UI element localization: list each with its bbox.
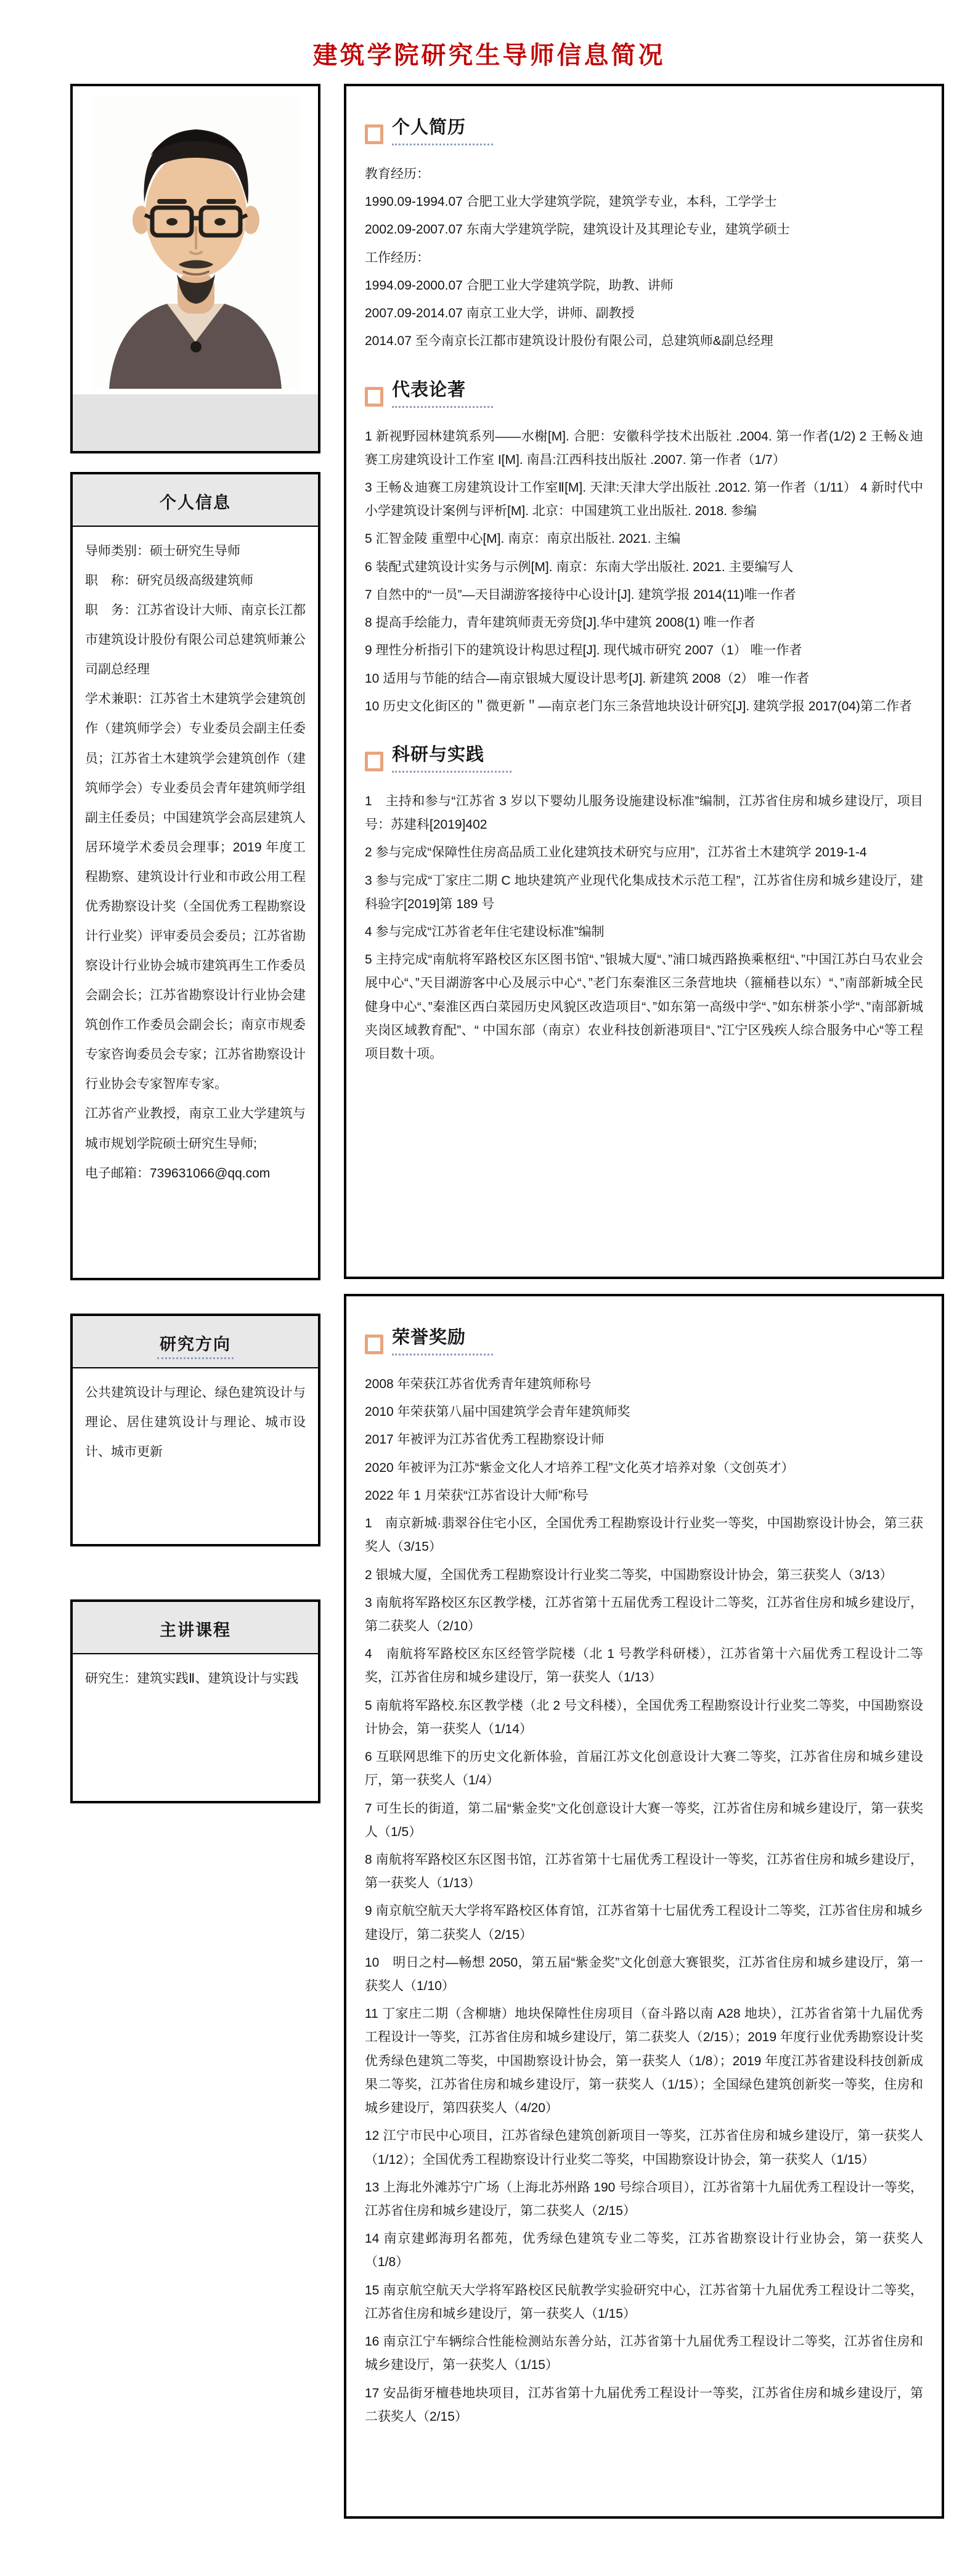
- research-direction-box: [70, 1314, 320, 1546]
- research-practice-item: 4 参与完成“江苏省老年住宅建设标准”编制: [365, 925, 605, 940]
- research-practice-section-title: 科研与实践: [392, 741, 511, 773]
- portrait-photo: [92, 97, 300, 389]
- personal-info-title: 个人信息: [160, 494, 231, 512]
- publication-item: 6 装配式建筑设计实务与示例[M]. 南京：东南大学出版社. 2021. 主要编写人: [365, 559, 794, 574]
- honor-item: 2022 年 1 月荣获“江苏省设计大师”称号: [365, 1488, 589, 1503]
- orange-square-icon: [365, 124, 383, 144]
- honors-box: [344, 1294, 944, 2519]
- honor-item: 15 南京航空航天大学将军路校区民航教学实验研究中心，江苏省第十九届优秀工程设计二等奖，江苏省住房和城乡建设厅，第一获奖人（1/15）: [365, 2283, 923, 2321]
- personal-info-body: [73, 527, 318, 1201]
- left-column: [70, 84, 320, 1803]
- photo-caption-strip: [73, 394, 318, 451]
- honor-item: 2010 年荣获第八届中国建筑学会青年建筑师奖: [365, 1405, 630, 1420]
- honor-item: 7 可生长的街道，第二届“紫金奖”文化创意设计大赛一等奖，江苏省住房和城乡建设厅，第一获奖人（1/5）: [365, 1801, 923, 1839]
- research-practice-item: 3 参与完成“丁家庄二期 C 地块建筑产业现代化集成技术示范工程”，江苏省住房和城乡建设厅，建科验字[2019]第 189 号: [365, 873, 923, 911]
- publication-item: 5 汇智金陵 重塑中心[M]. 南京：南京出版社. 2021. 主编: [365, 532, 681, 546]
- courses-box: [70, 1599, 320, 1803]
- orange-square-icon: [365, 752, 383, 771]
- honor-item: 8 南航将军路校区东区图书馆，江苏省第十七届优秀工程设计一等奖，江苏省住房和城乡建设厅，第一获奖人（1/13）: [365, 1852, 923, 1891]
- publication-item: 10 适用与节能的结合—南京银城大厦设计思考[J]. 新建筑 2008（2） 唯一作者: [365, 671, 810, 686]
- publication-item: 10 历史文化街区的＂微更新＂—南京老门东三条营地块设计研究[J]. 建筑学报 2017(04)第二作者: [365, 699, 912, 713]
- resume-publications-box: [344, 84, 944, 1279]
- publications-section-header: [365, 376, 923, 408]
- personal-info-line: 职 称：研究员级高级建筑师: [85, 574, 253, 588]
- research-practice-item: 1 主持和参与“江苏省 3 岁以下婴幼儿服务设施建设标准”编制，江苏省住房和城乡建设厅，项目号：苏建科[2019]402: [365, 794, 923, 832]
- publication-item: 3 王畅＆迪赛工房建筑设计工作室Ⅱ[M]. 天津:天津大学出版社 .2012. 第一作者（1/11） 4 新时代中小学建筑设计案例与评析[M]. 北京：中国建筑工业出版社. 2018. 参编: [365, 480, 923, 519]
- publication-item: 1 新视野园林建筑系列——水榭[M]. 合肥：安徽科学技术出版社 .2004. 第一作者(1/2) 2 王畅＆迪赛工房建筑设计工作室 I[M]. 南昌:江西科技出版社 .2007. 第一作者（1/7）: [365, 429, 923, 467]
- orange-square-icon: [365, 1335, 383, 1354]
- right-column: [344, 84, 944, 2519]
- honors-section-title: 荣誉奖励: [392, 1323, 493, 1355]
- resume-section-body: [365, 163, 923, 354]
- publications-section-body: [365, 425, 923, 718]
- courses-body: [73, 1654, 318, 1706]
- courses-header: [73, 1602, 318, 1654]
- honors-section-body: [365, 1373, 923, 2429]
- research-direction-line: 公共建筑设计与理论、绿色建筑设计与理论、居住建筑设计与理论、城市设计、城市更新: [85, 1386, 306, 1460]
- photo-area: [73, 86, 318, 394]
- honor-item: 2008 年荣获江苏省优秀青年建筑师称号: [365, 1377, 592, 1391]
- honor-item: 9 南京航空航天大学将军路校区体育馆，江苏省第十七届优秀工程设计二等奖，江苏省住房和城乡建设厅，第二获奖人（2/15）: [365, 1904, 923, 1942]
- honor-item: 2 银城大厦，全国优秀工程勘察设计行业奖二等奖，中国勘察设计协会，第三获奖人（3/13）: [365, 1567, 893, 1582]
- personal-info-box: [70, 472, 320, 1280]
- personal-info-line: 导师类别：硕士研究生导师: [85, 544, 240, 558]
- resume-line: 2002.09-2007.07 东南大学建筑学院，建筑设计及其理论专业，建筑学硕士: [365, 222, 790, 237]
- publication-item: 9 理性分析指引下的建筑设计构思过程[J]. 现代城市研究 2007（1） 唯一作者: [365, 643, 802, 658]
- honor-item: 4 南航将军路校区东区经管学院楼（北 1 号教学科研楼），江苏省第十六届优秀工程设计二等奖，江苏省住房和城乡建设厅，第一获奖人（1/13）: [365, 1647, 923, 1685]
- honor-item: 13 上海北外滩苏宁广场（上海北苏州路 190 号综合项目），江苏省第十九届优秀工程设计一等奖，江苏省住房和城乡建设厅，第二获奖人（2/15）: [365, 2180, 923, 2218]
- photo-box: [70, 84, 320, 453]
- courses-title: 主讲课程: [160, 1621, 231, 1639]
- honor-item: 11 丁家庄二期（含柳塘）地块保障性住房项目（奋斗路以南 A28 地块），江苏省省第十九届优秀工程设计一等奖，江苏省住房和城乡建设厅，第二获奖人（2/15）；2019 年度行业优秀勘察设计奖优秀绿色建筑二等奖，中国勘察设计协会，第一获奖人（1/8）；2019 年度江苏省建设科技创新成果二等奖，江苏省住房和城乡建设厅，第一获奖人（1/15）；全国绿色建筑创新奖一等奖，住房和城乡建设厅，第四获奖人（4/20）: [365, 2007, 923, 2116]
- resume-line: 2007.09-2014.07 南京工业大学，讲师、副教授: [365, 306, 635, 321]
- honor-item: 5 南航将军路校.东区教学楼（北 2 号文科楼），全国优秀工程勘察设计行业奖二等奖，中国勘察设计协会，第一获奖人（1/14）: [365, 1698, 923, 1736]
- resume-line: 教育经历：: [365, 167, 430, 181]
- resume-line: 1990.09-1994.07 合肥工业大学建筑学院，建筑学专业，本科，工学学士: [365, 195, 777, 209]
- honor-item: 3 南航将军路校区东区教学楼，江苏省第十五届优秀工程设计二等奖，江苏省住房和城乡建设厅，第二获奖人（2/10）: [365, 1595, 923, 1633]
- personal-info-line: 学术兼职：江苏省土木建筑学会建筑创作（建筑师学会）专业委员会副主任委员；江苏省土木建筑学会建筑创作（建筑师学会）专业委员会青年建筑师学组副主任委员；中国建筑学会高层建筑人居环境学术委员会理事；2019 年度工程勘察、建筑设计行业和市政公用工程优秀勘察设计奖（全国优秀工程勘察设计行业奖）评审委员会委员；江苏省勘察设计行业协会城市建筑再生工作委员会副会长；江苏省勘察设计行业协会建筑创作工作委员会副会长；南京市规委专家咨询委员会专家；江苏省勘察设计行业协会专家智库专家。: [85, 692, 306, 1092]
- honors-section-header: [365, 1323, 923, 1355]
- honor-item: 17 安品街牙檀巷地块项目，江苏省第十九届优秀工程设计一等奖，江苏省住房和城乡建设厅，第二获奖人（2/15）: [365, 2386, 923, 2424]
- research-direction-body: [73, 1368, 318, 1479]
- resume-section-title: 个人简历: [392, 113, 493, 145]
- resume-section-header: [365, 113, 923, 145]
- honor-item: 2017 年被评为江苏省优秀工程勘察设计师: [365, 1432, 605, 1447]
- personal-info-line: 职 务：江苏省设计大师、南京长江都市建筑设计股份有限公司总建筑师兼公司副总经理: [85, 603, 306, 677]
- resume-line: 1994.09-2000.07 合肥工业大学建筑学院，助教、讲师: [365, 278, 674, 293]
- honor-item: 12 江宁市民中心项目，江苏省绿色建筑创新项目一等奖，江苏省住房和城乡建设厅，第一获奖人（1/12）；全国优秀工程勘察设计行业奖二等奖，中国勘察设计协会，第一获奖人（1/15）: [365, 2129, 923, 2167]
- honor-item: 2020 年被评为江苏“紫金文化人才培养工程”文化英才培养对象（文创英才）: [365, 1460, 794, 1475]
- research-practice-section-header: [365, 741, 923, 773]
- orange-square-icon: [365, 387, 383, 407]
- research-practice-item: 5 主持完成“南航将军路校区东区图书馆“、”银城大厦“、”浦口城西路换乘枢纽“、”中国江苏白马农业会展中心“、”天目湖游客中心及展示中心“、”老门东秦淮区三条营地块（箍桶巷以东）“、”南部新城全民健身中心“、”秦淮区西白菜园历史风貌区改造项目“、”如东第一高级中学“、”如东栟茶小学“、”南部新城夹岗区域教育配”、“ 中国东部（南京）农业科技创新港项目“、”江宁区残疾人综合服务中心“等工程项目数十项。: [365, 953, 923, 1062]
- publication-item: 8 提高手绘能力，青年建筑师责无旁贷[J].华中建筑 2008(1) 唯一作者: [365, 616, 756, 630]
- courses-line: 研究生：建筑实践Ⅱ、建筑设计与实践: [85, 1672, 299, 1686]
- honor-item: 10 明日之村—畅想 2050，第五届“紫金奖”文化创意大赛银奖，江苏省住房和城乡建设厅，第一获奖人（1/10）: [365, 1955, 923, 1994]
- personal-info-header: [73, 474, 318, 527]
- honor-item: 14 南京建邺海玥名都苑，优秀绿色建筑专业二等奖，江苏省勘察设计行业协会，第一获奖人（1/8）: [365, 2232, 923, 2270]
- personal-info-line: 电子邮箱：739631066@qq.com: [85, 1166, 271, 1180]
- research-direction-title: 研究方向: [157, 1335, 234, 1359]
- resume-line: 2014.07 至今南京长江都市建筑设计股份有限公司，总建筑师&副总经理: [365, 334, 773, 349]
- personal-info-line: 江苏省产业教授，南京工业大学建筑与城市规划学院硕士研究生导师;: [85, 1107, 306, 1151]
- honor-item: 1 南京新城·翡翠谷住宅小区，全国优秀工程勘察设计行业奖一等奖，中国勘察设计协会，第三获奖人（3/15）: [365, 1516, 923, 1554]
- research-practice-item: 2 参与完成“保障性住房高品质工业化建筑技术研究与应用”，江苏省土木建筑学 2019-1-4: [365, 845, 867, 860]
- resume-line: 工作经历：: [365, 250, 430, 265]
- publication-item: 7 自然中的“一员”—天目湖游客接待中心设计[J]. 建筑学报 2014(11)唯一作者: [365, 587, 796, 602]
- content-columns: [0, 84, 978, 2519]
- honor-item: 6 互联网思维下的历史文化新体验，首届江苏文化创意设计大赛二等奖，江苏省住房和城乡建设厅，第一获奖人（1/4）: [365, 1750, 923, 1788]
- publications-section-title: 代表论著: [392, 376, 493, 408]
- research-practice-section-body: [365, 790, 923, 1066]
- page-title: 建筑学院研究生导师信息简况: [312, 42, 666, 69]
- honor-item: 16 南京江宁车辆综合性能检测站东善分站，江苏省第十九届优秀工程设计二等奖，江苏省住房和城乡建设厅，第一获奖人（1/15）: [365, 2334, 923, 2373]
- research-direction-header: [73, 1316, 318, 1368]
